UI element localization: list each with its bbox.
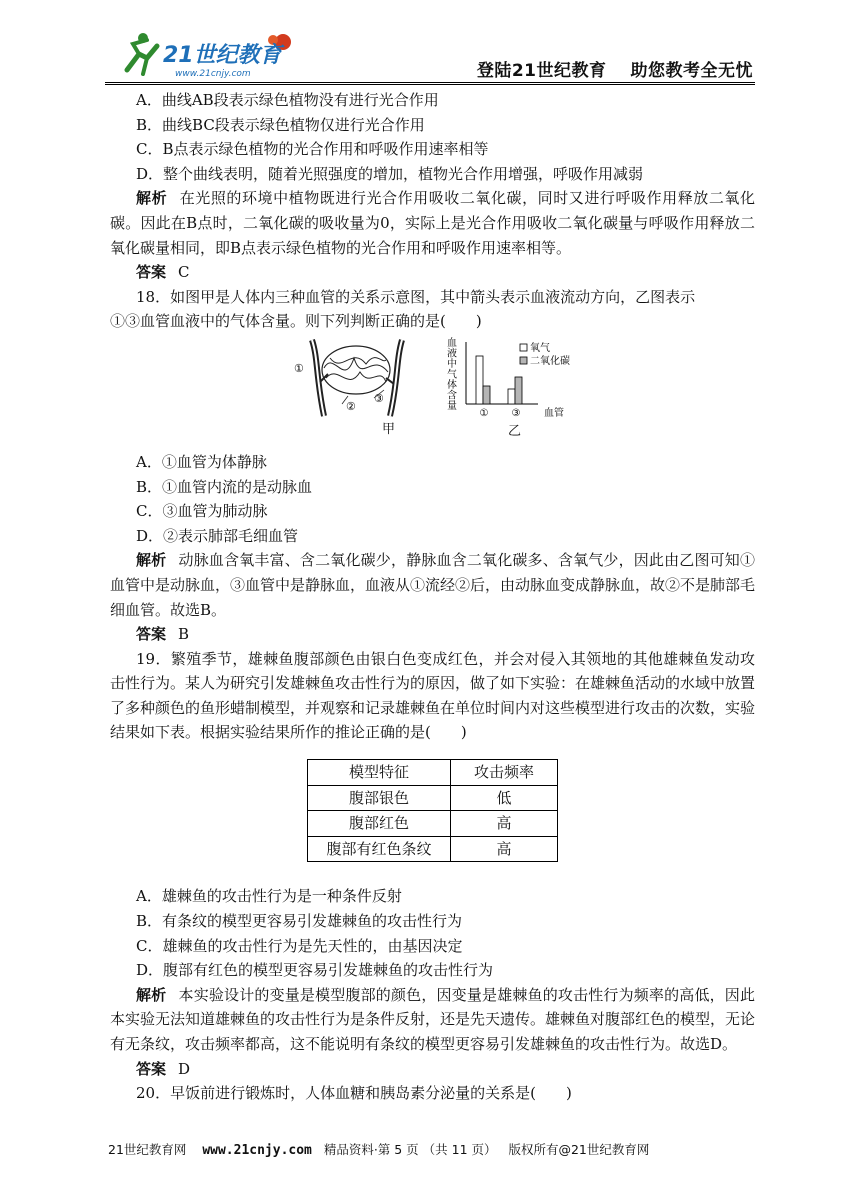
figure-yi-bar-chart	[430, 336, 590, 420]
q18-option-a: A．①血管为体静脉	[136, 452, 267, 471]
table-cell: 高	[451, 836, 558, 862]
q18-answer-label: 答案	[136, 625, 167, 644]
q17-analysis	[110, 186, 755, 260]
q19-analysis-label: 解析	[136, 985, 167, 1004]
table-cell: 腹部红色	[308, 811, 451, 837]
q17-answer-value: C	[178, 263, 190, 282]
legend-co2-swatch	[520, 357, 527, 364]
table-cell: 低	[451, 785, 558, 811]
q19-analysis-text: 本实验设计的变量是模型腹部的颜色，因变量是雄棘鱼的攻击性行为频率的高低，因此本实验无法知道雄棘鱼的攻击性行为是条件反射，还是先天遗传。雄棘鱼对腹部红色的模型，无论有无条纹，攻击频率都高，这不能说明有条纹的模型更容易引发雄棘鱼的攻击性行为。故选D。	[110, 985, 756, 1053]
q18-analysis	[110, 548, 755, 622]
y-axis-label-char: 气	[447, 369, 457, 381]
q19-option-c: C．雄棘鱼的攻击性行为是先天性的，由基因决定	[136, 936, 463, 955]
figure-jia-vessels	[290, 338, 410, 418]
q17-option-d: D．整个曲线表明，随着光照强度的增加，植物光合作用增强，呼吸作用减弱	[136, 164, 644, 183]
q17-answer-label: 答案	[136, 263, 167, 282]
footer-url[interactable]: www.21cnjy.com	[202, 1143, 312, 1158]
page-header	[105, 28, 755, 82]
q18-analysis-text: 动脉血含氧丰富、含二氧化碳少，静脉血含二氧化碳多、含氧气少，因此由乙图可知①血管中是动脉血，③血管中是静脉血，血液从①流经②后，由动脉血变成静脉血，故②不是肺部毛细血管。故选B。	[110, 551, 756, 619]
table-header-row	[308, 760, 558, 786]
q18-analysis-label: 解析	[136, 551, 167, 570]
q19-answer	[110, 1057, 755, 1082]
header-slogan	[453, 56, 753, 81]
footer-copyright: 版权所有@21世纪教育网	[508, 1142, 650, 1157]
figure-jia-caption: 甲	[382, 421, 396, 437]
legend-oxygen: 氧气	[530, 342, 550, 354]
header-divider-thin	[105, 84, 755, 85]
header-slogan-right: 助您教考全无忧	[630, 61, 753, 81]
q19-option-d: D．腹部有红色的模型更容易引发雄棘鱼的攻击性行为	[136, 961, 494, 980]
table-cell: 腹部银色	[308, 785, 451, 811]
x-tick-3: ③	[511, 407, 521, 419]
y-axis-label	[447, 337, 457, 412]
table-header-cell: 模型特征	[308, 760, 451, 786]
q17-option-c: C．B点表示绿色植物的光合作用和呼吸作用速率相等	[136, 140, 489, 159]
bar-co2-2	[515, 377, 522, 404]
table-header-cell: 攻击频率	[451, 760, 558, 786]
footer-page-info: 精品资料·第 5 页 （共 11 页）	[323, 1142, 497, 1157]
q17-option-a: A．曲线AB段表示绿色植物没有进行光合作用	[136, 91, 439, 109]
y-axis-label-char: 体	[447, 379, 457, 391]
legend-oxygen-swatch	[520, 344, 527, 351]
header-divider	[105, 82, 755, 83]
y-axis-label-char: 量	[447, 400, 457, 412]
table-cell: 高	[451, 811, 558, 837]
page-content	[110, 88, 755, 1106]
q19-analysis	[110, 983, 755, 1057]
legend-co2: 二氧化碳	[530, 355, 570, 367]
q20-stem: 20．早饭前进行锻炼时，人体血糖和胰岛素分泌量的关系是( )	[136, 1084, 572, 1103]
q17-analysis-label: 解析	[136, 189, 168, 208]
page-footer	[108, 1140, 758, 1158]
bar-oxygen-1	[476, 356, 483, 404]
q17-analysis-text: 在光照的环境中植物既进行光合作用吸收二氧化碳，同时又进行呼吸作用释放二氧化碳。因此在B点时，二氧化碳的吸收量为0，实际上是光合作用吸收二氧化碳量与呼吸作用释放二氧化碳量相同，即B点表示绿色植物的光合作用和呼吸作用速率相等。	[110, 189, 755, 257]
q19-option-a: A．雄棘鱼的攻击性行为是一种条件反射	[136, 887, 402, 906]
label-vessel-3: ③	[374, 391, 384, 405]
q18-option-c: C．③血管为肺动脉	[136, 502, 268, 521]
q17-option-b: B．曲线BC段表示绿色植物仅进行光合作用	[136, 115, 425, 134]
label-vessel-2: ②	[346, 399, 356, 413]
q18-figure	[110, 336, 755, 439]
logo-text: 21世纪教育	[163, 43, 282, 68]
table-row	[308, 785, 558, 811]
bar-oxygen-2	[508, 389, 515, 404]
bar-co2-1	[483, 386, 490, 404]
q18-stem-line2: ①③血管血液中的气体含量。则下列判断正确的是( )	[110, 312, 482, 331]
q18-option-b: B．①血管内流的是动脉血	[136, 477, 313, 496]
y-axis-label-char: 血	[447, 337, 457, 349]
q18-stem-line1: 18．如图甲是人体内三种血管的关系示意图，其中箭头表示血液流动方向，乙图表示	[136, 287, 696, 306]
site-logo	[113, 30, 313, 80]
q19-answer-label: 答案	[136, 1059, 167, 1078]
logo-url: www.21cnjy.com	[175, 69, 251, 79]
y-axis-label-char: 液	[447, 348, 457, 360]
table-cell: 腹部有红色条纹	[308, 836, 451, 862]
q18-answer	[110, 622, 755, 647]
q18-option-d: D．②表示肺部毛细血管	[136, 526, 299, 545]
x-axis-label: 血管	[544, 407, 564, 419]
q19-stem: 19．繁殖季节，雄棘鱼腹部颜色由银白色变成红色，并会对侵入其领地的其他雄棘鱼发动攻击性行为。某人为研究引发雄棘鱼攻击性行为的原因，做了如下实验：在雄棘鱼活动的水域中放置了多种颜色的鱼形蜡制模型，并观察和记录雄棘鱼在单位时间内对这些模型进行攻击的次数，实验结果如下表。根据实验结果所作的推论正确的是( )	[110, 649, 756, 742]
table-row	[308, 811, 558, 837]
table-row	[308, 836, 558, 862]
header-slogan-left: 登陆21世纪教育	[476, 61, 607, 81]
q17-answer	[110, 260, 755, 285]
q19-results-table	[307, 759, 558, 862]
figure-yi-caption: 乙	[508, 423, 522, 439]
q19-option-b: B．有条纹的模型更容易引发雄棘鱼的攻击性行为	[136, 912, 463, 931]
q18-answer-value: B	[178, 625, 190, 644]
y-axis-label-char: 中	[447, 358, 457, 370]
q19-answer-value: D	[178, 1059, 191, 1078]
label-vessel-1: ①	[294, 361, 304, 375]
footer-site: 21世纪教育网	[108, 1142, 187, 1157]
x-tick-1: ①	[479, 407, 489, 419]
y-axis-label-char: 含	[447, 390, 457, 402]
q19-table-wrapper	[110, 759, 755, 862]
